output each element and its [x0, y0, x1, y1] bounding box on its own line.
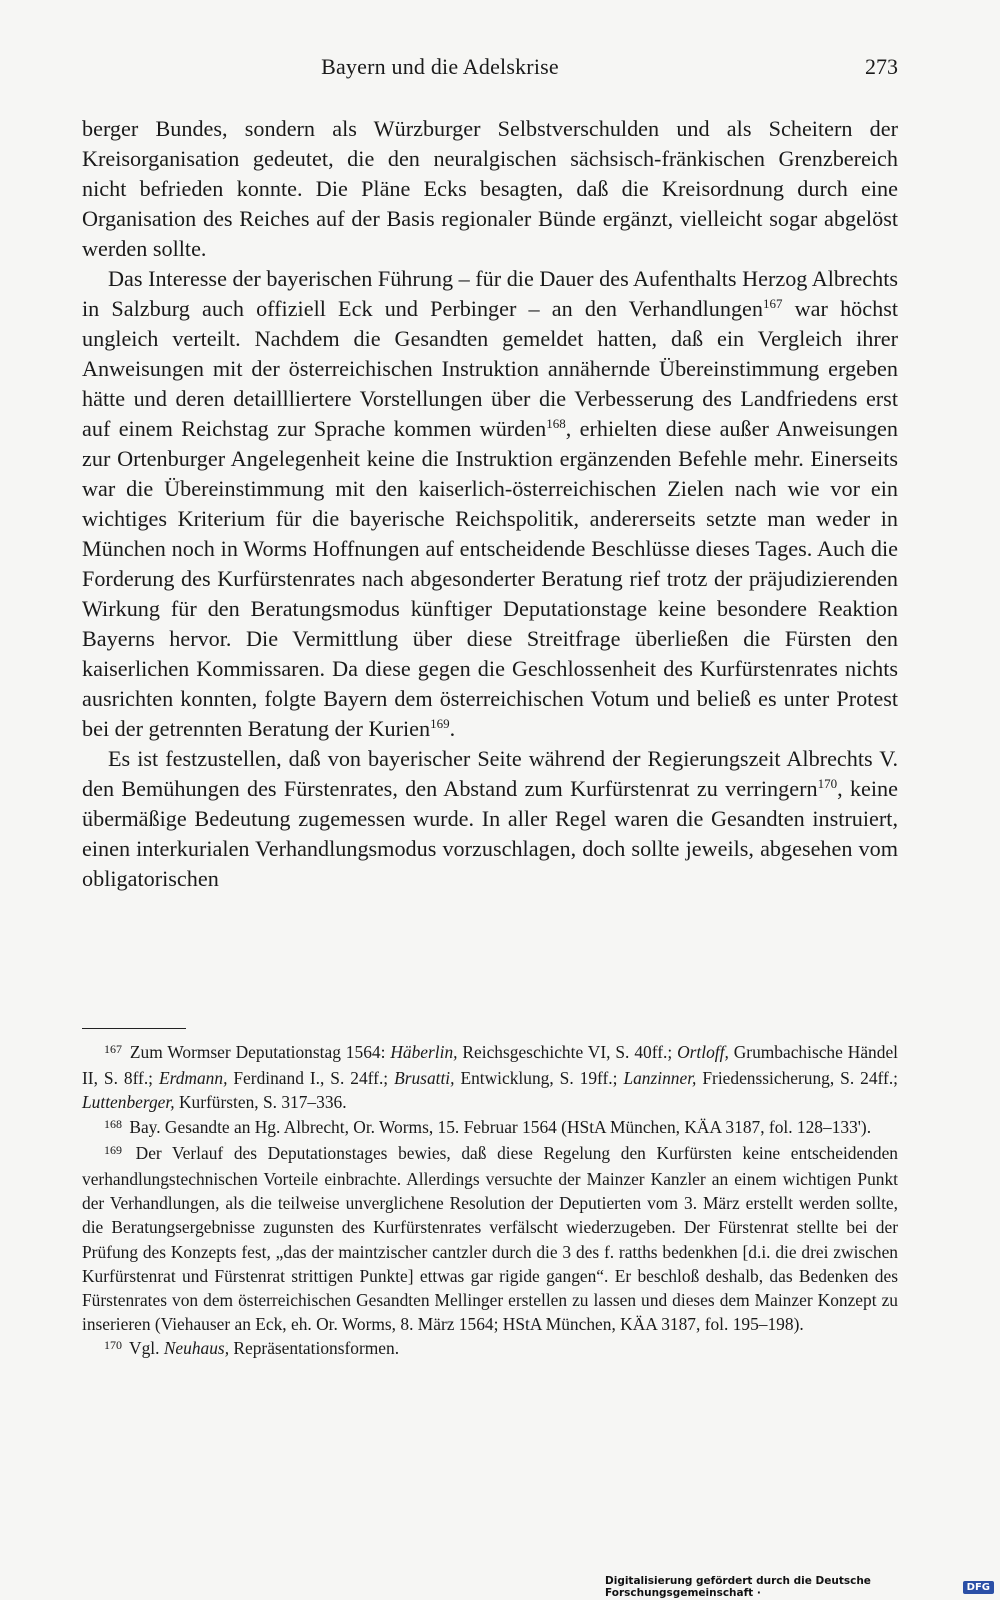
- paragraph-text: berger Bundes, sondern als Würzburger Selbstverschulden und als Scheitern der Kreisorganisation gedeutet, die den neuralgischen sächsisch-fränkischen Grenzbereich nicht befrieden konnte. Die Pläne Ecks besagten, daß die Kreisordnung durch eine Organisation des Reiches auf der Basis regionaler Bünde ergänzt, vielleicht sogar abgelöst werden sollte.: [82, 116, 898, 261]
- footnote-text: Repräsentationsformen.: [229, 1338, 400, 1359]
- footnote-text: Grumbachische Händel II, S. 8ff.;: [82, 1042, 898, 1089]
- paragraph: [82, 744, 898, 894]
- footnote-number: 168: [104, 1116, 122, 1131]
- paragraph-text: Es ist festzustellen, daß von bayerischer Seite während der Regierungszeit Albrechts V. den Bemühungen des Fürstenrates, den Abstand zum Kurfürstenrat zu verringern: [82, 746, 898, 801]
- author-name: Brusatti,: [394, 1068, 455, 1089]
- page-header: [82, 54, 898, 86]
- running-head: Bayern und die Adelskrise: [321, 54, 559, 79]
- footnote-text: Entwicklung, S. 19ff.;: [454, 1068, 624, 1089]
- paragraph-text: .: [449, 716, 456, 741]
- paragraph: [82, 114, 898, 264]
- footnote-number: 170: [104, 1338, 122, 1353]
- footnote-text: Bay. Gesandte an Hg. Albrecht, Or. Worms, 15. Februar 1564 (HStA München, KÄA 3187, fol. 128–133').: [125, 1116, 872, 1137]
- footnote-169: [82, 1141, 898, 1337]
- footnote-text: Kurfürsten, S. 317–336.: [174, 1092, 347, 1113]
- footnote-text: Zum Wormser Deputationstag 1564:: [125, 1042, 391, 1062]
- footnote-text: Vgl.: [125, 1338, 164, 1359]
- paragraph-text: , keine übermäßige Bedeutung zugemessen wurde. In aller Regel waren die Gesandten instruiert, einen interkurialen Verhandlungsmodus vorzuschlagen, doch sollte jeweils, abgesehen vom obligatorischen: [82, 776, 898, 891]
- footnote-ref[interactable]: 168: [546, 416, 566, 431]
- footnote-167: [82, 1040, 898, 1115]
- footnote-ref[interactable]: 169: [430, 716, 450, 731]
- footnote-text: Reichsgeschichte VI, S. 40ff.;: [457, 1042, 678, 1062]
- author-name: Häberlin,: [390, 1042, 458, 1062]
- credit-text: Digitalisierung gefördert durch die Deutsche Forschungsgemeinschaft ·: [605, 1575, 871, 1599]
- footnote-number: 169: [104, 1142, 122, 1157]
- footnote-168: [82, 1115, 898, 1141]
- author-name: Erdmann,: [158, 1068, 228, 1089]
- page-number: 273: [865, 54, 898, 79]
- paragraph-text: war höchst ungleich verteilt. Nachdem die Gesandten gemeldet hatten, daß ein Vergleich ihrer Anweisungen mit der österreichischen Instruktion annähernde Übereinstimmung ergeben hätte und deren detaillliertere Vorstellungen über die Verbesserung des Landfriedens erst auf einem Reichstag zur Sprache kommen würden: [82, 296, 898, 441]
- footnote-number: 167: [104, 1042, 122, 1056]
- author-name: Neuhaus,: [163, 1338, 230, 1359]
- footnote-ref[interactable]: 170: [817, 776, 838, 791]
- footnote-ref[interactable]: 167: [763, 296, 783, 311]
- paragraph-text: Das Interesse der bayerischen Führung – für die Dauer des Aufenthalts Herzog Albrechts in Salzburg auch offiziell Eck und Perbinger – an den Verhandlungen: [82, 266, 898, 321]
- footnote-divider: [82, 1028, 186, 1029]
- footnote-text: Der Verlauf des Deputationstages bewies, daß diese Regelung den Kurfürsten keine entscheidenden verhandlungstechnischen Vorteile einbrachte. Allerdings versuchte der Mainzer Kanzler an einem wichtigen Punkt der Verhandlungen, als die teilweise unverglichene Resolution der Deputierten vom 3. März erstellt werden sollte, die Beratungsergebnisse zugunsten des Kurfürstenrates verfälscht wiederzugeben. Der Fürstenrat stellte bei der Prüfung des Konzepts fest, „das der maintzischer cantzler durch die 3 des f. ratths bedenkhen [d.i. die drei zwischen Kurfürstenrat und Fürstenrat strittigen Punkte] ettwas gar rigide gangen“. Er beschloß deshalb, das Bedenken des Fürstenrates von dem österreichischen Gesandten Mellinger erstellen zu lassen und dieses dem Mainzer Konzept zu inserieren (Viehauser an Eck, eh. Or. Worms, 8. März 1564; HStA München, KÄA 3187, fol. 195–198).: [82, 1142, 898, 1335]
- digitization-credit: [605, 1574, 1000, 1600]
- footnote-170: [82, 1336, 898, 1362]
- paragraph-text: , erhielten diese außer Anweisungen zur Ortenburger Angelegenheit keine die Instruktion ergänzenden Befehle mehr. Einerseits war die Übereinstimmung mit den kaiserlich-österreichischen Zielen nach wie vor ein wichtiges Kriterium für die bayerische Reichspolitik, andererseits setzte man weder in München noch in Worms Hoffnungen auf entscheidende Beschlüsse dieses Tages. Auch die Forderung des Kurfürstenrates nach abgesonderter Beratung rief trotz der präjudizierenden Wirkung für den Beratungsmodus künftiger Deputationstage keine besondere Reaktion Bayerns hervor. Die Vermittlung über diese Streitfrage überließen die Fürsten den kaiserlichen Kommissaren. Da diese gegen die Geschlossenheit des Kurfürstenrates nichts ausrichten konnten, folgte Bayern dem österreichischen Votum und beließ es unter Protest bei der getrennten Beratung der Kurien: [82, 416, 898, 741]
- main-text: [82, 114, 898, 894]
- footnotes: [82, 1040, 898, 1363]
- paragraph: [82, 264, 898, 744]
- footnote-text: Ferdinand I., S. 24ff.;: [227, 1068, 395, 1089]
- author-name: Ortloff,: [677, 1042, 729, 1062]
- author-name: Luttenberger,: [82, 1092, 175, 1113]
- author-name: Lanzinner,: [623, 1068, 697, 1089]
- footnote-text: Friedenssicherung, S. 24ff.;: [696, 1068, 898, 1089]
- dfg-logo-icon: DFG: [963, 1581, 994, 1594]
